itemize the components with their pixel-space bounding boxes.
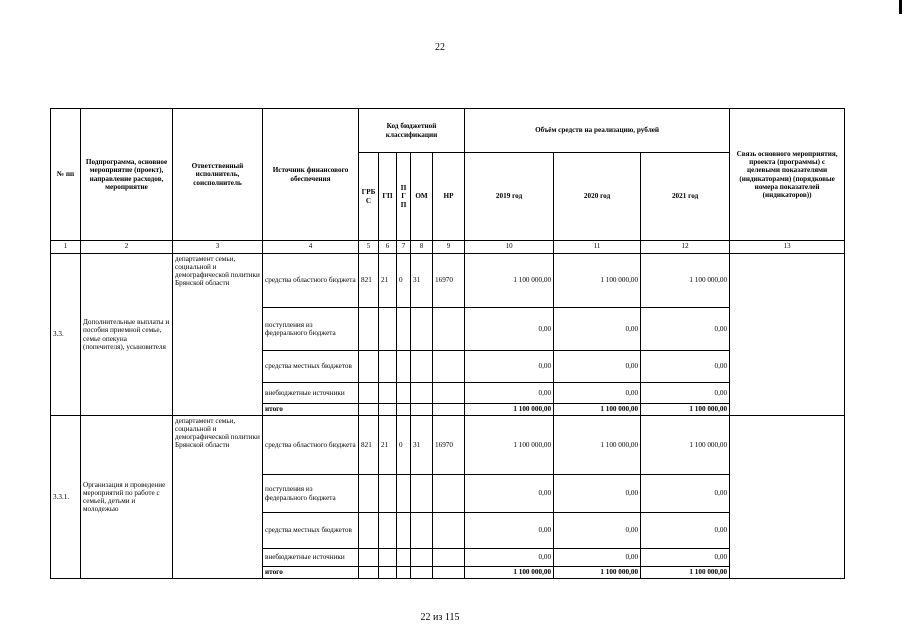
code-nr — [433, 513, 465, 549]
activity-name: Организация и проведение мероприятий по работе с семьей, детьми и молодежью — [81, 416, 173, 579]
code-nr — [433, 308, 465, 351]
code-nr — [433, 404, 465, 416]
amount-2019: 0,00 — [465, 475, 554, 513]
funding-source: средства местных бюджетов — [263, 513, 359, 549]
budget-table — [50, 108, 845, 579]
code-om — [411, 351, 433, 383]
page-footer: 22 из 115 — [420, 612, 460, 623]
total-2019: 1 100 000,00 — [465, 404, 554, 416]
code-om — [411, 475, 433, 513]
funding-source: средства местных бюджетов — [263, 351, 359, 383]
total-2019: 1 100 000,00 — [465, 567, 554, 579]
column-number: 11 — [554, 241, 641, 254]
indicator-link — [730, 416, 845, 579]
code-pgp — [397, 308, 411, 351]
amount-2019: 1 100 000,00 — [465, 416, 554, 475]
header-pgp: ПГ П — [397, 153, 411, 241]
page-edge-mark — [899, 0, 902, 14]
column-number: 12 — [641, 241, 730, 254]
code-grbs — [359, 308, 379, 351]
amount-2021: 0,00 — [641, 308, 730, 351]
executor-name: департамент семьи, социальной и демографической политики Брянской области — [173, 416, 263, 579]
header-2021: 2021 год — [641, 153, 730, 241]
header-2020: 2020 год — [554, 153, 641, 241]
amount-2020: 0,00 — [554, 513, 641, 549]
executor-name: департамент семьи, социальной и демографической политики Брянской области — [173, 254, 263, 416]
column-number: 9 — [433, 241, 465, 254]
code-pgp — [397, 475, 411, 513]
code-pgp: 0 — [397, 254, 411, 308]
header-nr: НР — [433, 153, 465, 241]
code-nr — [433, 567, 465, 579]
amount-2019: 0,00 — [465, 549, 554, 567]
code-pgp — [397, 383, 411, 404]
code-gp — [379, 567, 397, 579]
amount-2021: 1 100 000,00 — [641, 416, 730, 475]
amount-2019: 0,00 — [465, 383, 554, 404]
code-nr — [433, 475, 465, 513]
code-om — [411, 308, 433, 351]
code-om — [411, 567, 433, 579]
amount-2021: 0,00 — [641, 383, 730, 404]
code-nr: 16970 — [433, 254, 465, 308]
code-pgp — [397, 351, 411, 383]
header-budget-code-group: Код бюджетной классификации — [359, 109, 465, 153]
column-number: 1 — [51, 241, 81, 254]
header-om: ОМ — [411, 153, 433, 241]
code-grbs — [359, 404, 379, 416]
code-pgp: 0 — [397, 416, 411, 475]
header-source: Источник финансового обеспечения — [263, 109, 359, 241]
code-gp — [379, 513, 397, 549]
amount-2021: 0,00 — [641, 513, 730, 549]
row-number: 3.3. — [51, 254, 81, 416]
amount-2021: 0,00 — [641, 475, 730, 513]
column-number: 6 — [379, 241, 397, 254]
code-pgp — [397, 549, 411, 567]
activity-name: Дополнительные выплаты и пособия приемной семье, семье опекуна (попечителя), усыновителя — [81, 254, 173, 416]
total-2020: 1 100 000,00 — [554, 567, 641, 579]
amount-2021: 0,00 — [641, 351, 730, 383]
header-link: Связь основного мероприятия, проекта (программы) с целевыми показателями (индикаторами) (порядковые номера показателей (индикаторов)) — [730, 109, 845, 241]
header-executor: Ответственный исполнитель, соисполнитель — [173, 109, 263, 241]
code-grbs — [359, 567, 379, 579]
amount-2020: 0,00 — [554, 549, 641, 567]
funding-source: поступления из федерального бюджета — [263, 308, 359, 351]
amount-2020: 0,00 — [554, 308, 641, 351]
funding-source: средства областного бюджета — [263, 254, 359, 308]
header-gp: ГП — [379, 153, 397, 241]
code-gp — [379, 383, 397, 404]
code-gp — [379, 308, 397, 351]
column-number: 2 — [81, 241, 173, 254]
code-pgp — [397, 567, 411, 579]
code-om — [411, 549, 433, 567]
code-grbs — [359, 513, 379, 549]
amount-2019: 1 100 000,00 — [465, 254, 554, 308]
code-grbs — [359, 351, 379, 383]
code-om — [411, 404, 433, 416]
funding-source: внебюджетные источники — [263, 549, 359, 567]
column-number: 5 — [359, 241, 379, 254]
page-number-top: 22 — [435, 42, 445, 53]
column-number: 8 — [411, 241, 433, 254]
amount-2020: 0,00 — [554, 475, 641, 513]
amount-2019: 0,00 — [465, 308, 554, 351]
total-2021: 1 100 000,00 — [641, 404, 730, 416]
code-grbs — [359, 549, 379, 567]
funding-source: поступления из федерального бюджета — [263, 475, 359, 513]
amount-2019: 0,00 — [465, 351, 554, 383]
header-funding-group: Объём средств на реализацию, рублей — [465, 109, 730, 153]
code-gp — [379, 475, 397, 513]
code-pgp — [397, 513, 411, 549]
code-grbs: 821 — [359, 416, 379, 475]
header-grbs: ГРБ С — [359, 153, 379, 241]
table-row — [51, 254, 845, 308]
code-om — [411, 383, 433, 404]
code-nr — [433, 383, 465, 404]
code-grbs: 821 — [359, 254, 379, 308]
column-number: 10 — [465, 241, 554, 254]
code-nr — [433, 549, 465, 567]
amount-2020: 0,00 — [554, 383, 641, 404]
code-grbs — [359, 475, 379, 513]
total-2020: 1 100 000,00 — [554, 404, 641, 416]
code-nr — [433, 351, 465, 383]
row-number: 3.3.1. — [51, 416, 81, 579]
funding-source: средства областного бюджета — [263, 416, 359, 475]
column-number: 3 — [173, 241, 263, 254]
table-row — [51, 416, 845, 475]
code-gp — [379, 549, 397, 567]
code-om: 31 — [411, 254, 433, 308]
funding-source: внебюджетные источники — [263, 383, 359, 404]
amount-2021: 1 100 000,00 — [641, 254, 730, 308]
column-number-row — [51, 241, 845, 254]
code-pgp — [397, 404, 411, 416]
code-grbs — [359, 383, 379, 404]
code-gp: 21 — [379, 254, 397, 308]
code-om — [411, 513, 433, 549]
amount-2020: 0,00 — [554, 351, 641, 383]
code-gp — [379, 404, 397, 416]
funding-source-total: итого — [263, 567, 359, 579]
amount-2020: 1 100 000,00 — [554, 416, 641, 475]
header-no: № пп — [51, 109, 81, 241]
funding-source-total: итого — [263, 404, 359, 416]
code-gp: 21 — [379, 416, 397, 475]
code-nr: 16970 — [433, 416, 465, 475]
amount-2019: 0,00 — [465, 513, 554, 549]
column-number: 7 — [397, 241, 411, 254]
header-subprogram: Подпрограмма, основное мероприятие (проект), направление расходов, мероприятие — [81, 109, 173, 241]
header-2019: 2019 год — [465, 153, 554, 241]
total-2021: 1 100 000,00 — [641, 567, 730, 579]
indicator-link — [730, 254, 845, 416]
column-number: 4 — [263, 241, 359, 254]
column-number: 13 — [730, 241, 845, 254]
code-om: 31 — [411, 416, 433, 475]
amount-2020: 1 100 000,00 — [554, 254, 641, 308]
amount-2021: 0,00 — [641, 549, 730, 567]
code-gp — [379, 351, 397, 383]
